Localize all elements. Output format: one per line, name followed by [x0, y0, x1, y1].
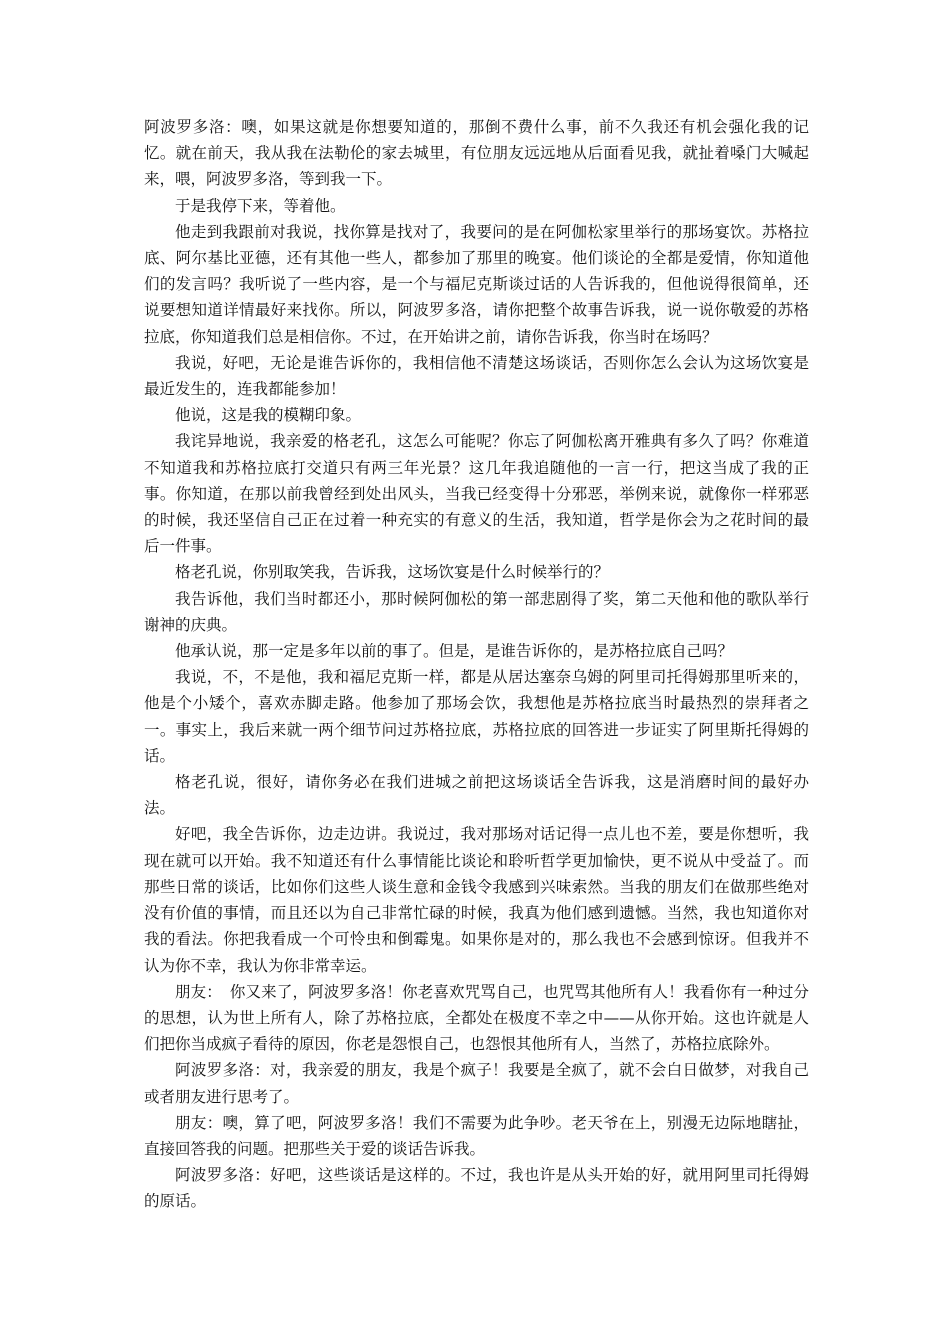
paragraph-8: 我告诉他，我们当时都还小，那时候阿伽松的第一部悲剧得了奖，第二天他和他的歌队举行谢神的庆典。: [144, 589, 809, 634]
paragraph-3: 他走到我跟前对我说，找你算是找对了，我要问的是在阿伽松家里举行的那场宴饮。苏格拉底、阿尔基比亚德，还有其他一些人，都参加了那里的晚宴。他们谈论的全都是爱情，你知道他们的发言吗？我听说了一些内容，是一个与福尼克斯谈过话的人告诉我的，但他说得很简单，还说要想知道详情最好来找你。所以，阿波罗多洛，请你把整个故事告诉我，说一说你敬爱的苏格拉底，你知道我们总是相信你。不过，在开始讲之前，请你告诉我，你当时在场吗？: [144, 222, 809, 346]
paragraph-6: 我诧异地说，我亲爱的格老孔，这怎么可能呢？你忘了阿伽松离开雅典有多久了吗？你难道不知道我和苏格拉底打交道只有两三年光景？这几年我追随他的一言一行，把这当成了我的正事。你知道，在那以前我曾经到处出风头，当我已经变得十分邪恶，举例来说，就像你一样邪恶的时候，我还坚信自己正在过着一种充实的有意义的生活，我知道，哲学是你会为之花时间的最后一件事。: [144, 432, 809, 556]
paragraph-15: 朋友：噢，算了吧，阿波罗多洛！我们不需要为此争吵。老天爷在上，别漫无边际地瞎扯，直接回答我的问题。把那些关于爱的谈话告诉我。: [144, 1113, 809, 1158]
paragraph-14: 阿波罗多洛：对，我亲爱的朋友，我是个疯子！我要是全疯了，就不会白日做梦，对我自己或者朋友进行思考了。: [144, 1061, 809, 1106]
paragraph-5: 他说，这是我的模糊印象。: [175, 406, 362, 425]
paragraph-4: 我说，好吧，无论是谁告诉你的，我相信他不清楚这场谈话，否则你怎么会认为这场饮宴是最近发生的，连我都能参加！: [144, 353, 809, 399]
paragraph-10: 我说，不，不是他，我和福尼克斯一样，都是从居达塞奈乌姆的阿里司托得姆那里听来的，他是个小矮个，喜欢赤脚走路。他参加了那场会饮，我想他是苏格拉底当时最热烈的崇拜者之一。事实上，我后来就一两个细节问过苏格拉底，苏格拉底的回答进一步证实了阿里斯托得姆的话。: [144, 668, 809, 765]
document-body: [144, 114, 809, 1215]
paragraph-9: 他承认说，那一定是多年以前的事了。但是，是谁告诉你的，是苏格拉底自己吗？: [175, 642, 734, 661]
paragraph-16: 阿波罗多洛：好吧，这些谈话是这样的。不过，我也许是从头开始的好，就用阿里司托得姆的原话。: [144, 1166, 809, 1211]
paragraph-11: 格老孔说，很好，请你务必在我们进城之前把这场谈话全告诉我，这是消磨时间的最好办法。: [144, 773, 809, 818]
paragraph-13: 朋友： 你又来了，阿波罗多洛！你老喜欢咒骂自己，也咒骂其他所有人！我看你有一种过分的思想，认为世上所有人，除了苏格拉底，全都处在极度不幸之中——从你开始。这也许就是人们把你当成疯子看待的原因，你老是怨恨自己，也怨恨其他所有人，当然了，苏格拉底除外。: [144, 982, 809, 1054]
paragraph-12: 好吧，我全告诉你，边走边讲。我说过，我对那场对话记得一点儿也不差，要是你想听，我现在就可以开始。我不知道还有什么事情能比谈论和聆听哲学更加愉快，更不说从中受益了。而那些日常的谈话，比如你们这些人谈生意和金钱令我感到兴味索然。当我的朋友们在做那些绝对没有价值的事情，而且还以为自己非常忙碌的时候，我真为他们感到遗憾。当然，我也知道你对我的看法。你把我看成一个可怜虫和倒霉鬼。如果你是对的，那么我也不会感到惊讶。但我并不认为你不幸，我认为你非常幸运。: [144, 825, 809, 975]
paragraph-1: 阿波罗多洛：噢，如果这就是你想要知道的，那倒不费什么事，前不久我还有机会强化我的记忆。就在前天，我从我在法勒伦的家去城里，有位朋友远远地从后面看见我，就扯着嗓门大喊起来，喂，阿波罗多洛，等到我一下。: [144, 118, 809, 189]
paragraph-7: 格老孔说，你别取笑我，告诉我，这场饮宴是什么时候举行的？: [175, 563, 610, 582]
paragraph-2: 于是我停下来，等着他。: [175, 196, 346, 215]
